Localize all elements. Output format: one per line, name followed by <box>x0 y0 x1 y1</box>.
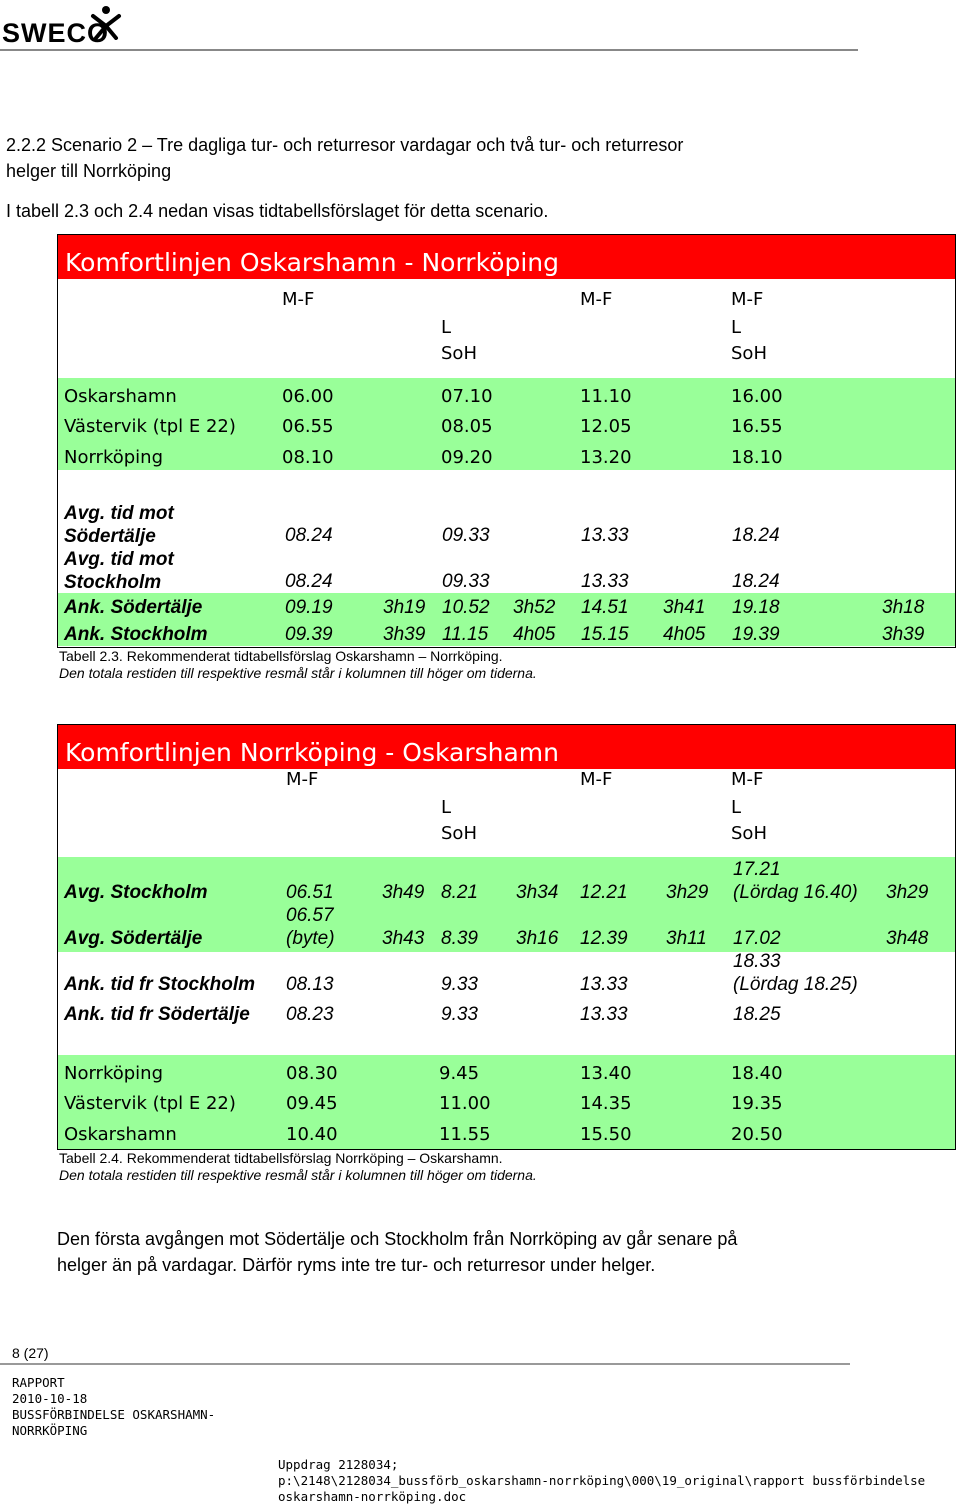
col-header: L <box>731 317 742 338</box>
time-cell: 11.10 <box>580 386 632 407</box>
table-title: Komfortlinjen Oskarshamn - Norrköping <box>58 235 955 279</box>
time-cell: 09.33 <box>442 571 490 592</box>
col-header: M-F <box>286 769 319 790</box>
time-cell: 08.24 <box>285 571 333 592</box>
stop-name: Västervik (tpl E 22) <box>64 1093 236 1114</box>
arrival-label: Ank. Södertälje <box>64 597 203 618</box>
time-cell: 17.21 <box>733 859 781 880</box>
time-cell: 12.05 <box>580 416 632 437</box>
time-cell: 09.45 <box>286 1093 338 1114</box>
duration-cell: 3h11 <box>666 928 707 949</box>
note-cell: (Lördag 16.40) <box>733 882 858 903</box>
departure-label: Avg. tid mot Södertälje <box>64 503 174 547</box>
intro-paragraph: I tabell 2.3 och 2.4 nedan visas tidtabellsförslaget för detta scenario. <box>6 201 549 221</box>
timetable-norrkoping-oskarshamn <box>57 724 956 1150</box>
duration-cell: 3h43 <box>382 928 425 949</box>
duration-cell: 4h05 <box>513 624 556 645</box>
arrival-label: Ank. tid fr Stockholm <box>64 974 256 995</box>
arrival-label: Ank. Stockholm <box>64 624 208 645</box>
time-cell: 08.10 <box>282 447 334 468</box>
time-cell: 19.39 <box>732 624 780 645</box>
time-cell: 06.00 <box>282 386 334 407</box>
time-cell: 8.21 <box>441 882 478 903</box>
time-cell: 9.45 <box>439 1063 480 1084</box>
duration-cell: 3h48 <box>886 928 929 949</box>
page-number: 8 (27) <box>12 1345 49 1361</box>
time-cell: 06.51 <box>286 882 334 903</box>
time-cell: 13.33 <box>581 571 629 592</box>
report-meta: RAPPORT 2010-10-18 BUSSFÖRBINDELSE OSKARSHAMN- NORRKÖPING <box>12 1375 216 1438</box>
time-cell: 18.33 <box>733 951 781 972</box>
departure-label: Avg. Stockholm <box>64 882 208 903</box>
duration-cell: 3h19 <box>383 597 426 618</box>
time-cell: 08.30 <box>286 1063 338 1084</box>
duration-cell: 3h16 <box>516 928 559 949</box>
time-cell: 9.33 <box>441 1004 478 1025</box>
departure-label: Avg. tid mot Stockholm <box>64 549 174 593</box>
stop-name: Oskarshamn <box>64 386 177 407</box>
time-cell: 13.33 <box>580 974 628 995</box>
header-rule <box>0 49 858 51</box>
table-caption: Tabell 2.3. Rekommenderat tidtabellsförslag Oskarshamn – Norrköping. Den totala restiden till respektive resmål står i kolumnen till höger om tiderna. <box>59 648 537 681</box>
time-cell: 18.25 <box>733 1004 781 1025</box>
sweco-figure-icon <box>90 4 122 40</box>
departure-label: Avg. Södertälje <box>64 928 203 949</box>
time-cell: 10.52 <box>442 597 490 618</box>
duration-cell: 3h39 <box>383 624 426 645</box>
note-cell: (byte) <box>286 928 335 949</box>
time-cell: 16.55 <box>731 416 783 437</box>
col-header: SoH <box>441 823 477 844</box>
time-cell: 13.33 <box>581 525 629 546</box>
section-heading: 2.2.2 Scenario 2 – Tre dagliga tur- och returresor vardagar och två tur- och returresor helger till Norrköping <box>6 135 684 181</box>
time-cell: 18.24 <box>732 525 780 546</box>
time-cell: 9.33 <box>441 974 478 995</box>
time-cell: 07.10 <box>441 386 493 407</box>
time-cell: 15.15 <box>581 624 629 645</box>
time-cell: 09.33 <box>442 525 490 546</box>
duration-cell: 3h39 <box>882 624 925 645</box>
duration-cell: 3h29 <box>666 882 709 903</box>
time-cell: 12.39 <box>580 928 628 949</box>
file-path: Uppdrag 2128034; p:\2148\2128034_bussförb_oskarshamn-norrköping\000\19_original\rapport bussförbindelse oskarshamn-norrköping.doc <box>278 1457 926 1504</box>
sweco-logo: SWECO <box>2 18 110 48</box>
time-cell: 8.39 <box>441 928 478 949</box>
col-header: SoH <box>731 823 767 844</box>
time-cell: 14.35 <box>580 1093 632 1114</box>
time-cell: 11.15 <box>442 624 489 645</box>
time-cell: 17.02 <box>733 928 781 949</box>
time-cell: 09.20 <box>441 447 493 468</box>
time-cell: 10.40 <box>286 1124 338 1145</box>
time-cell: 11.00 <box>439 1093 491 1114</box>
time-cell: 18.24 <box>732 571 780 592</box>
time-cell: 08.24 <box>285 525 333 546</box>
col-header: M-F <box>580 769 613 790</box>
duration-cell: 3h49 <box>382 882 425 903</box>
col-header: SoH <box>731 343 767 364</box>
time-cell: 18.10 <box>731 447 783 468</box>
time-cell: 09.39 <box>285 624 333 645</box>
duration-cell: 3h29 <box>886 882 929 903</box>
arrival-label: Ank. tid fr Södertälje <box>64 1004 250 1025</box>
time-cell: 16.00 <box>731 386 783 407</box>
col-header: L <box>731 797 742 818</box>
col-header: M-F <box>580 289 613 310</box>
col-header: SoH <box>441 343 477 364</box>
duration-cell: 3h34 <box>516 882 559 903</box>
col-header: M-F <box>731 289 764 310</box>
stop-name: Norrköping <box>64 1063 164 1084</box>
duration-cell: 3h41 <box>663 597 706 618</box>
time-cell: 13.40 <box>580 1063 632 1084</box>
duration-cell: 4h05 <box>663 624 706 645</box>
stop-name: Oskarshamn <box>64 1124 177 1145</box>
note-cell: (Lördag 18.25) <box>733 974 858 995</box>
duration-cell: 3h18 <box>882 597 925 618</box>
time-cell: 09.19 <box>285 597 333 618</box>
time-cell: 19.35 <box>731 1093 783 1114</box>
table-title: Komfortlinjen Norrköping - Oskarshamn <box>58 725 955 769</box>
time-cell: 13.20 <box>580 447 632 468</box>
time-cell: 06.57 <box>286 905 334 926</box>
footer-rule <box>0 1363 850 1365</box>
time-cell: 08.23 <box>286 1004 334 1025</box>
time-cell: 14.51 <box>581 597 629 618</box>
col-header: M-F <box>282 289 315 310</box>
stop-name: Västervik (tpl E 22) <box>64 416 236 437</box>
table-caption: Tabell 2.4. Rekommenderat tidtabellsförslag Norrköping – Oskarshamn. Den totala restiden till respektive resmål står i kolumnen till höger om tiderna. <box>59 1150 537 1183</box>
duration-cell: 3h52 <box>513 597 556 618</box>
col-header: L <box>441 317 452 338</box>
time-cell: 06.55 <box>282 416 334 437</box>
timetable-oskarshamn-norrkoping <box>57 234 956 648</box>
time-cell: 19.18 <box>732 597 780 618</box>
time-cell: 18.40 <box>731 1063 783 1084</box>
time-cell: 11.55 <box>439 1124 491 1145</box>
col-header: M-F <box>731 769 764 790</box>
stop-name: Norrköping <box>64 447 164 468</box>
time-cell: 13.33 <box>580 1004 628 1025</box>
time-cell: 08.05 <box>441 416 493 437</box>
time-cell: 08.13 <box>286 974 334 995</box>
time-cell: 12.21 <box>580 882 628 903</box>
time-cell: 20.50 <box>731 1124 783 1145</box>
time-cell: 15.50 <box>580 1124 632 1145</box>
closing-paragraph: Den första avgången mot Södertälje och Stockholm från Norrköping av går senare på helger än på vardagar. Därför ryms inte tre tur- och returresor under helger. <box>57 1229 738 1275</box>
col-header: L <box>441 797 452 818</box>
